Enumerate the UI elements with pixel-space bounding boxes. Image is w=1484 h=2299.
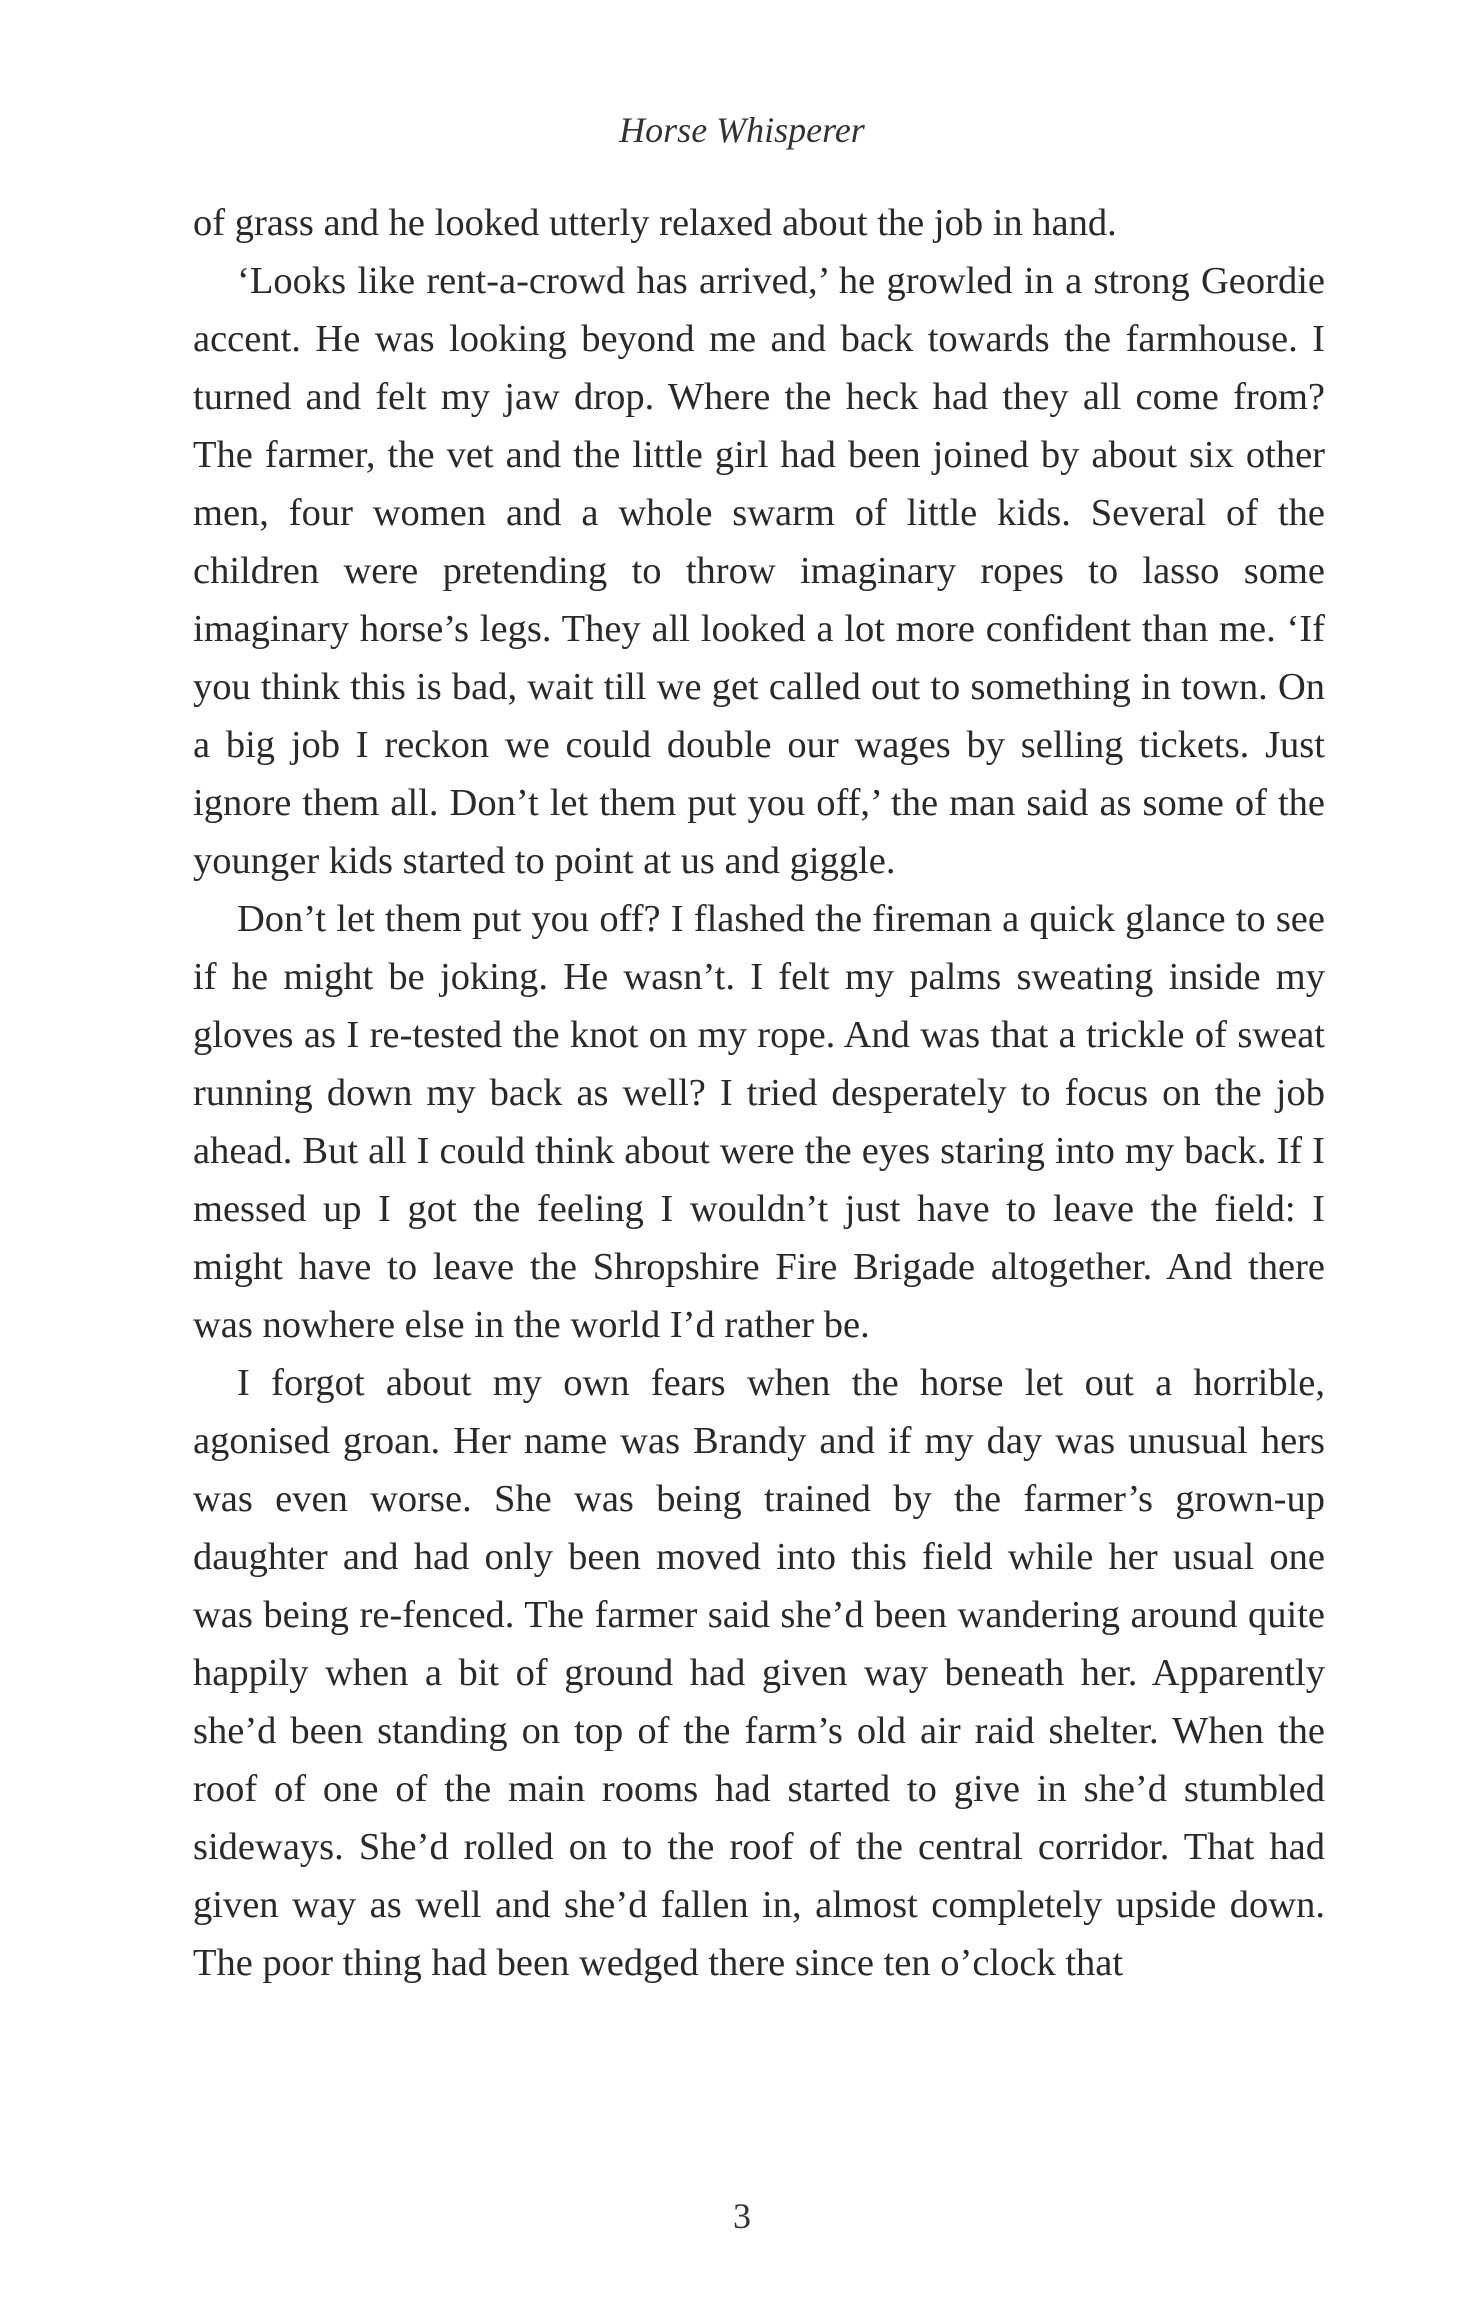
paragraph: ‘Looks like rent-a-crowd has arrived,’ he growled in a strong Geordie accent. He was looking beyond me and back towards the farmhouse. I turned and felt my jaw drop. Where the heck had they all come from? The farmer, the vet and the little girl had been joined by about six other men, four women and a whole swarm of little kids. Several of the children were pretending to throw imaginary ropes to lasso some imaginary horse’s legs. They all looked a lot more confident than me. ‘If you think this is bad, wait till we get called out to something in town. On a big job I reckon we could double our wages by selling tickets. Just ignore them all. Don’t let them put you off,’ the man said as some of the younger kids started to point at us and giggle. — [193, 260, 1325, 882]
paragraph: Don’t let them put you off? I flashed the fireman a quick glance to see if he might be joking. He wasn’t. I felt my palms sweating inside my gloves as I re-tested the knot on my rope. And was that a trickle of sweat running down my back as well? I tried desperately to focus on the job ahead. But all I could think about were the eyes staring into my back. If I messed up I got the feeling I wouldn’t just have to leave the field: I might have to leave the Shropshire Fire Brigade altogether. And there was nowhere else in the world I’d rather be. — [193, 898, 1325, 1346]
running-head-title: Horse Whisperer — [619, 110, 865, 150]
paragraph-continued: of grass and he looked utterly relaxed about the job in hand. — [193, 202, 1117, 244]
body-text — [193, 194, 1325, 1992]
page-number: 3 — [733, 2196, 751, 2236]
paragraph: I forgot about my own fears when the horse let out a horrible, agonised groan. Her name was Brandy and if my day was unusual hers was even worse. She was being trained by the farmer’s grown-up daughter and had only been moved into this field while her usual one was being re-fenced. The farmer said she’d been wandering around quite happily when a bit of ground had given way beneath her. Apparently she’d been standing on top of the farm’s old air raid shelter. When the roof of one of the main rooms had started to give in she’d stumbled sideways. She’d rolled on to the roof of the central corridor. That had given way as well and she’d fallen in, almost completely upside down. The poor thing had been wedged there since ten o’clock that — [193, 1362, 1325, 1984]
